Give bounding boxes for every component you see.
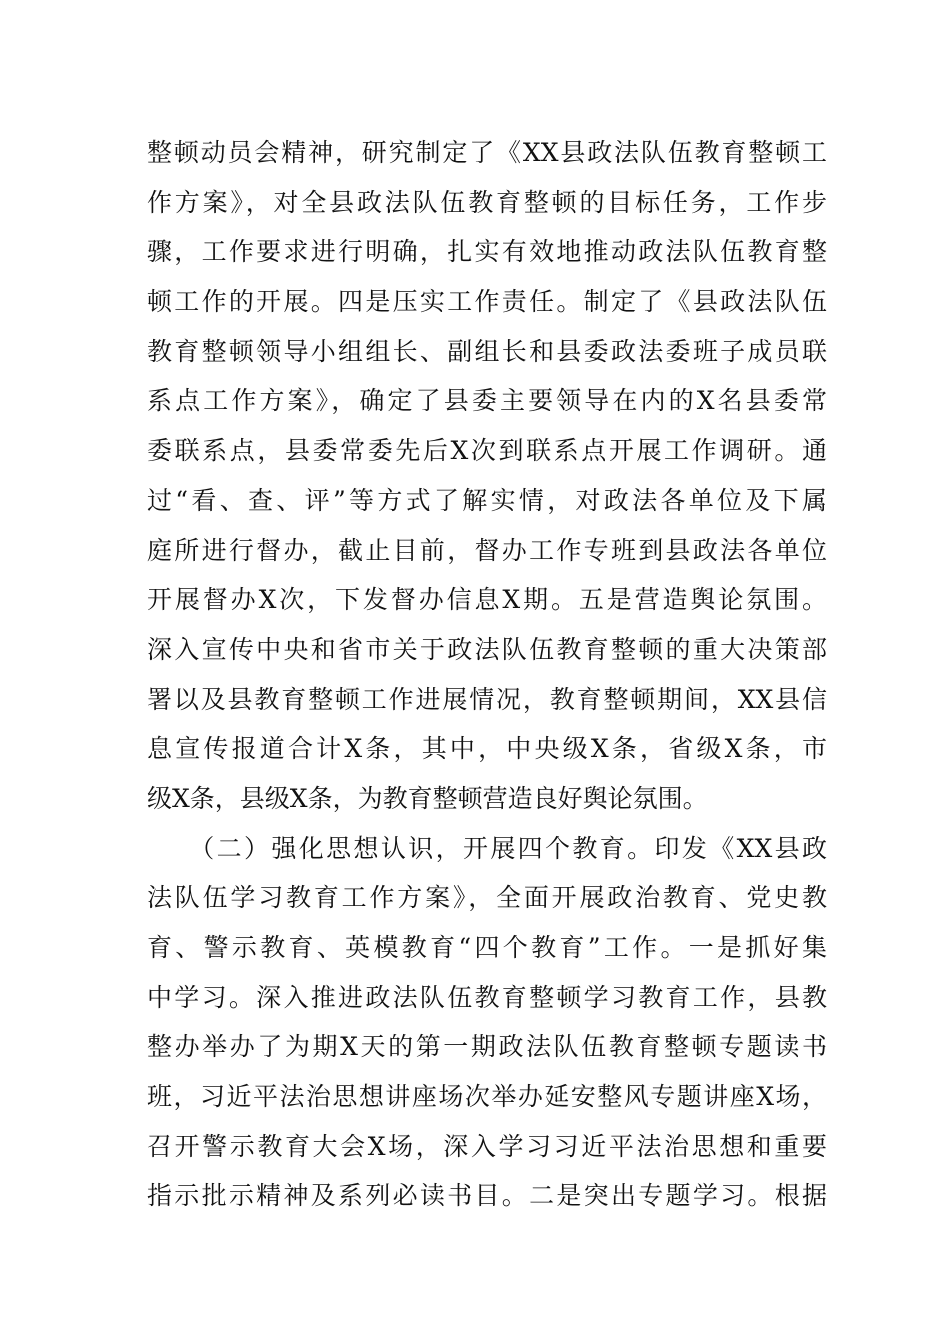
text-line: 深入宣传中央和省市关于政法队伍教育整顿的重大决策部 [147,634,827,664]
text-line: 召开警示教育大会X场，深入学习习近平法治思想和重要 [147,1131,827,1161]
text-line: 骤，工作要求进行明确，扎实有效地推动政法队伍教育整 [147,237,827,267]
text-line: 中学习。深入推进政法队伍教育整顿学习教育工作，县教 [147,982,827,1012]
text-line: 庭所进行督办，截止目前，督办工作专班到县政法各单位 [147,535,827,565]
text-line: 顿工作的开展。四是压实工作责任。制定了《县政法队伍 [147,287,827,317]
text-line: 法队伍学习教育工作方案》，全面开展政治教育、党史教 [147,883,827,913]
text-line: 教育整顿领导小组组长、副组长和县委政法委班子成员联 [147,336,827,366]
text-line: 育、警示教育、英模教育“四个教育”工作。一是抓好集 [147,933,827,962]
text-line: 班，习近平法治思想讲座场次举办延安整风专题讲座X场， [147,1082,827,1112]
text-line: 级X条，县级X条，为教育整顿营造良好舆论氛围。 [147,783,708,813]
text-line: 作方案》，对全县政法队伍教育整顿的目标任务，工作步 [147,187,827,217]
text-line: 开展督办X次，下发督办信息X期。五是营造舆论氛围。 [147,585,827,615]
text-line: 整办举办了为期X天的第一期政法队伍教育整顿专题读书 [147,1032,827,1062]
text-line: 指示批示精神及系列必读书目。二是突出专题学习。根据 [147,1181,827,1211]
text-line: 署以及县教育整顿工作进展情况，教育整顿期间，XX县信 [147,684,827,714]
text-line: 息宣传报道合计X条，其中，中央级X条，省级X条，市 [147,734,827,764]
text-line: 系点工作方案》，确定了县委主要领导在内的X名县委常 [147,386,827,416]
text-line: 过“看、查、评”等方式了解实情，对政法各单位及下属 [147,485,827,515]
text-line: 委联系点，县委常委先后X次到联系点开展工作调研。通 [147,436,827,466]
body-text [147,128,827,1221]
text-line: （二）强化思想认识，开展四个教育。印发《XX县政 [147,833,827,863]
text-line: 整顿动员会精神，研究制定了《XX县政法队伍教育整顿工 [147,138,827,167]
